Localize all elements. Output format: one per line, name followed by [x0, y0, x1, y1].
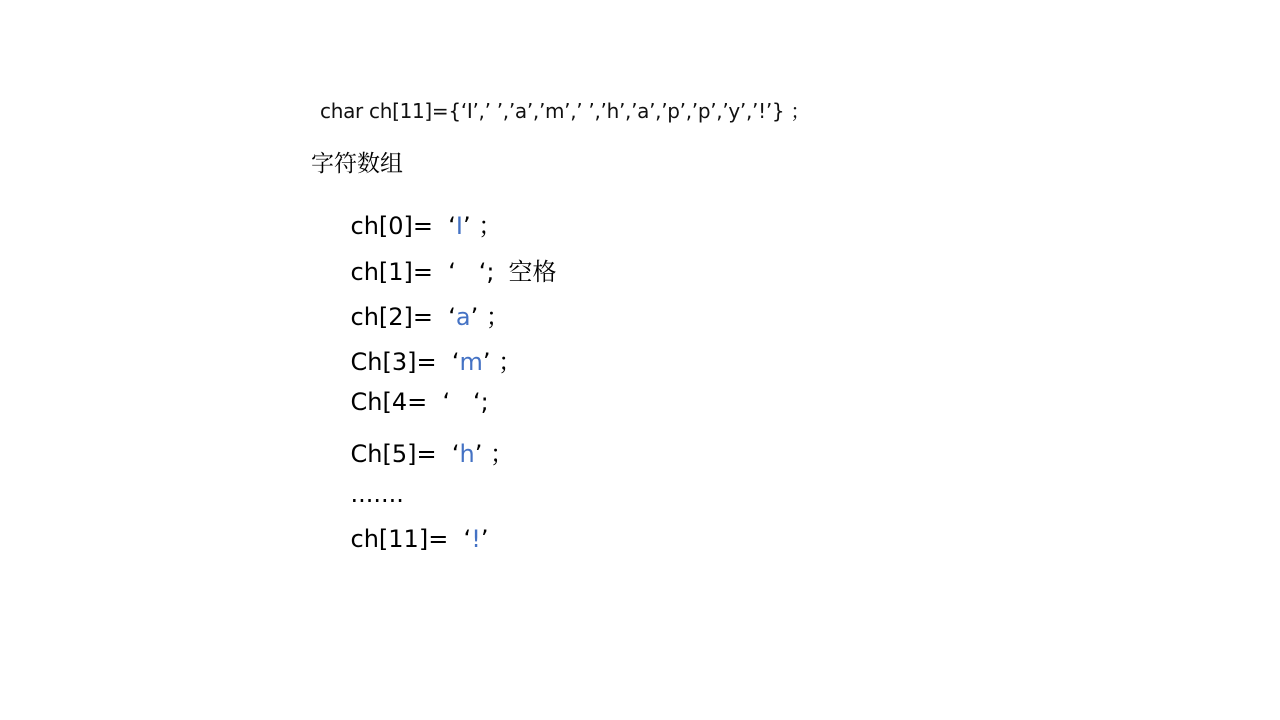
line-prefix: .......: [350, 480, 404, 508]
line-suffix: ’ ；: [463, 212, 503, 240]
char-literal: I: [455, 212, 463, 240]
line-prefix: ch[1]= ‘ ‘;: [350, 258, 495, 286]
line-suffix: ’ ；: [470, 303, 510, 331]
line-suffix: ’ ；: [474, 440, 514, 468]
array-declaration: char ch[11]={‘I’,’ ’,’a’,’m’,’ ’,’h’,’a’,’p’,’p’,’y’,’!’} ；: [320, 99, 811, 123]
char-literal: m: [459, 348, 483, 376]
line-prefix: Ch[4= ‘ ‘;: [350, 388, 489, 416]
char-literal: h: [459, 440, 475, 468]
line-prefix: Ch[5]= ‘: [350, 440, 460, 468]
line-suffix: ’: [480, 525, 489, 553]
char-literal: !: [471, 525, 481, 553]
slide-heading: 字符数组: [311, 151, 403, 177]
line-prefix: Ch[3]= ‘: [350, 348, 460, 376]
line-prefix: ch[2]= ‘: [350, 303, 456, 331]
char-literal: a: [455, 303, 471, 331]
line-suffix: ’ ；: [482, 348, 523, 376]
space-note: 空格: [508, 258, 557, 286]
array-element-line: [320, 497, 488, 581]
line-prefix: ch[11]= ‘: [350, 525, 472, 553]
line-prefix: ch[0]= ‘: [350, 212, 456, 240]
